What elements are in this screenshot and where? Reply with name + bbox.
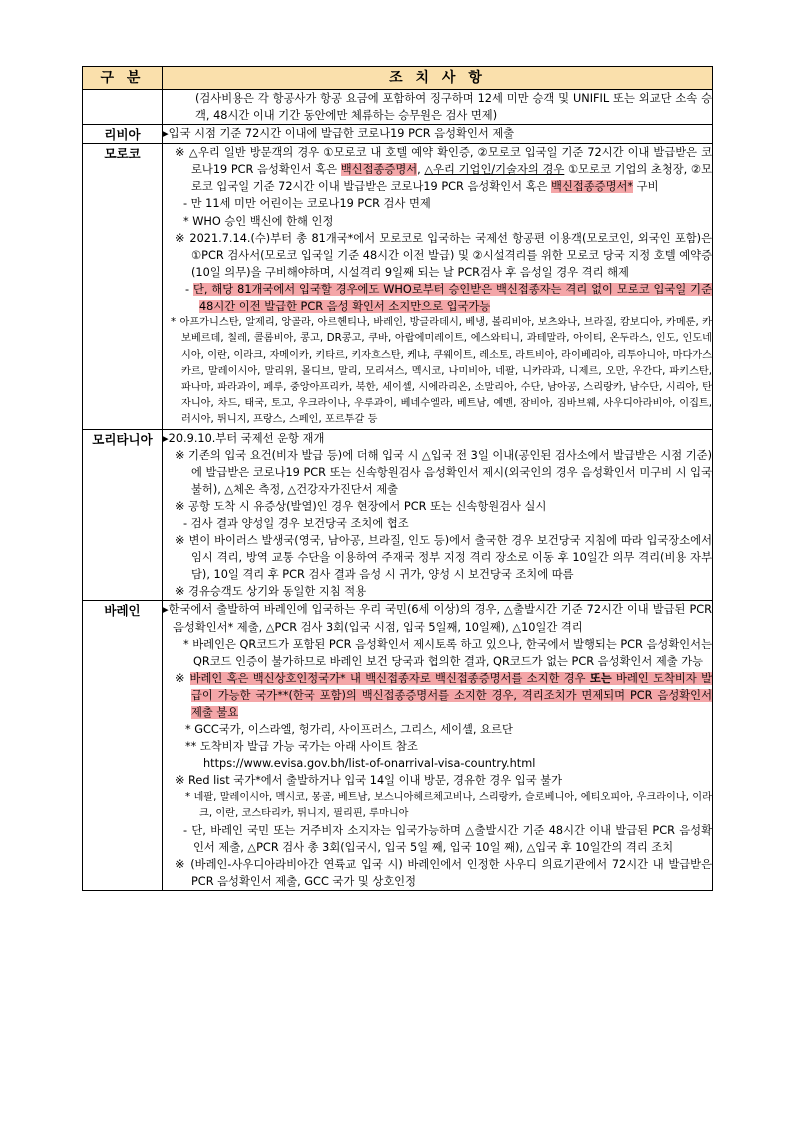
highlight-vaccine-cert-2: 백신접종증명서*: [551, 180, 634, 194]
morocco-note-1: ※ △우리 일반 방문객의 경우 ①모로코 내 호텔 예약 확인증, ②모로코 입국일 기준 72시간 이내 발급받은 코로나19 PCR 음성확인서 혹은 백신접종증명서, △우리 기업인/기술자의 경우 ①모로코 기업의 초청장, ②모로코 입국일 기준 72시간 이내 발급받은 코로나19 PCR 음성확인서 혹은 백신접종증명서* 구비: [175, 146, 712, 194]
underlined-business: △우리 기업인/기술자의 경우: [424, 163, 565, 177]
header-row: [83, 67, 713, 90]
bahrain-body-cell: [163, 601, 713, 891]
bahrain-note-1: ※ 바레인 혹은 백신상호인정국가* 내 백신접종자로 백신접종증명서를 소지한 경우 또는 바레인 도착비자 발급이 가능한 국가**(한국 포함)의 백신접종증명서를 소지한 경우, 격리조치가 면제되며 PCR 음성확인서 제출 불요: [175, 671, 712, 720]
bahrain-dash-1: - 단, 바레인 국민 또는 거주비자 소지자는 입국가능하며 △출발시간 기준 48시간 이내 발급된 PCR 음성확인서 제출, △PCR 검사 총 3회(입국시, 입국 5일 째, 입국 10일 째), △입국 후 10일간의 격리 조치: [183, 823, 712, 855]
bahrain-star-3: ** 도착비자 발급 가능 국가는 아래 사이트 참조: [185, 740, 418, 754]
highlight-vaccine-cert: 백신접종증명서: [340, 163, 418, 177]
continued-name-cell: [83, 90, 163, 125]
bahrain-visa-url: https://www.evisa.gov.bh/list-of-onarrival-visa-country.html: [203, 757, 536, 771]
bahrain-line-1: ▸한국에서 출발하여 바레인에 입국하는 우리 국민(6세 이상)의 경우, △출발시간 기준 72시간 이내 발급된 PCR 음성확인서* 제출, △PCR 검사 3회(입국 시점, 입국 5일째, 10일째), △10일간 격리: [163, 603, 712, 634]
highlight-vaccinated-entry: 단, 해당 81개국에서 입국할 경우에도 WHO로부터 승인받은 백신접종자는 격리 없이 모로코 입국일 기준 48시간 이전 발급한 PCR 음성 확인서 소지만으로 입국가능: [192, 282, 712, 314]
country-name-mauritania: 모리타니아: [83, 429, 163, 601]
row-continued: [83, 90, 713, 125]
bahrain-star-2: * GCC국가, 이스라엘, 헝가리, 사이프러스, 그리스, 세이셸, 요르단: [185, 723, 513, 737]
bahrain-note-2: ※ Red list 국가*에서 출발하거나 입국 14일 이내 방문, 경유한 경우 입국 불가: [175, 774, 563, 788]
continued-body-cell: [163, 90, 713, 125]
continued-text: (검사비용은 각 항공사가 항공 요금에 포함하여 징구하며 12세 미만 승객 및 UNIFIL 또는 외교단 소속 승객, 48시간 이내 기간 동안에만 체류하는 승무원은 검사 면제): [195, 92, 712, 123]
bold-or: 또는: [589, 671, 612, 685]
header-measures: 조 치 사 항: [163, 67, 713, 90]
highlight-exemption-1: 바레인 혹은 백신상호인정국가* 내 백신접종자로 백신접종증명서를 소지한 경우: [189, 671, 590, 685]
libya-line: ▸입국 시점 기준 72시간 이내에 발급한 코로나19 PCR 음성확인서 제출: [163, 127, 515, 141]
row-bahrain: [83, 601, 713, 891]
mauritania-body-cell: [163, 429, 713, 601]
mauritania-note-1: ※ 기존의 입국 요건(비자 발급 등)에 더해 입국 시 △입국 전 3일 이내(공인된 검사소에서 발급받은 시점 기준)에 발급받은 코로나19 PCR 또는 신속항원검사 음성확인서 제시(외국인의 경우 음성확인서 미구비 시 입국 불허), △체온 측정, △건강자가진단서 제출: [175, 448, 712, 496]
row-libya: [83, 125, 713, 144]
mauritania-note-4: ※ 경유승객도 상기와 동일한 지침 적용: [175, 585, 367, 599]
country-name-bahrain: 바레인: [83, 601, 163, 891]
measures-table: [82, 66, 713, 891]
mauritania-note-2: ※ 공항 도착 시 유증상(발열)인 경우 현장에서 PCR 또는 신속항원검사 실시: [175, 499, 547, 513]
mauritania-line-1: ▸20.9.10.부터 국제선 운항 재개: [163, 431, 325, 445]
header-category: 구 분: [83, 67, 163, 90]
row-mauritania: [83, 429, 713, 601]
bahrain-red-list: * 네팔, 말레이시아, 멕시코, 몽골, 베트남, 보스니아헤르체고비나, 스리랑카, 슬로베니아, 에티오피아, 우크라이나, 이라크, 이란, 코스타리카, 튀니지, 필리핀, 루마니아: [185, 791, 712, 819]
row-morocco: [83, 144, 713, 429]
country-name-libya: 리비아: [83, 125, 163, 144]
mauritania-note-3: ※ 변이 바이러스 발생국(영국, 남아공, 브라질, 인도 등)에서 출국한 경우 보건당국 지침에 따라 입국장소에서 임시 격리, 방역 교통 수단을 이용하여 주재국 정부 지정 격리 장소로 이동 후 10일간 의무 격리(비용 자부담), 10일 격리 후 PCR 검사 결과 음성 시 귀가, 양성 시 보건당국 조치에 따름: [175, 534, 712, 582]
mauritania-dash-1: - 검사 결과 양성일 경우 보건당국 조치에 협조: [183, 517, 409, 531]
country-name-morocco: 모로코: [83, 144, 163, 429]
morocco-body-cell: [163, 144, 713, 429]
bahrain-note-3: ※ (바레인-사우디아라비아간 연륙교 입국 시) 바레인에서 인정한 사우디 의료기관에서 72시간 내 발급받은 PCR 음성확인서 제출, GCC 국가 및 상호인정: [175, 858, 712, 889]
bahrain-star-1: * 바레인은 QR코드가 포함된 PCR 음성확인서 제시토록 하고 있으나, 한국에서 발행되는 PCR 음성확인서는 QR코드 인증이 불가하므로 바레인 보건 당국과 협의한 결과, QR코드가 없는 PCR 음성확인서 제출 가능: [183, 637, 712, 668]
morocco-country-list: * 아프가니스탄, 알제리, 앙골라, 아르헨티나, 바레인, 방글라데시, 베냉, 볼리비아, 보츠와나, 브라질, 캄보디아, 카메룬, 카보베르데, 칠레, 콜롬비아, 콩고, DR콩고, 쿠바, 아랍에미레이트, 에스와티니, 과테말라, 아이티, 온두라스, 인도, 인도네시아, 이란, 이라크, 자메이카, 키타르, 키자흐스탄, 케냐, 쿠웨이트, 레소토, 라트비아, 라이베리아, 리투아니아, 마다가스카르, 말레이시아, 말리위, 몰디브, 말리, 모리셔스, 멕시코, 나미비아, 네팔, 니카라과, 니제르, 오만, 우간다, 파키스탄, 파나마, 파라과이, 페루, 중앙아프리카, 북한, 세이셸, 시에라리온, 소말리아, 수단, 남아공, 스리랑카, 남수단, 시리아, 탄자니아, 차드, 태국, 토고, 우크라이나, 우루과이, 베네수엘라, 베트남, 예멘, 잠비아, 짐바브웨, 사우디아라비아, 이집트, 러시아, 튀니지, 프랑스, 스페인, 포르투갈 등: [171, 317, 712, 426]
morocco-dash-2: - 단, 해당 81개국에서 입국할 경우에도 WHO로부터 승인받은 백신접종자는 격리 없이 모로코 입국일 기준 48시간 이전 발급한 PCR 음성 확인서 소지만으로 입국가능: [185, 282, 712, 314]
morocco-star-1: * WHO 승인 백신에 한해 인정: [183, 214, 334, 228]
highlight-exemption-2: 바레인 도착비자 발급이 가능한 국가**(한국 포함)의 백신접종증명서를 소지한 경우, 격리조치가 면제되며 PCR 음성확인서 제출 불요: [191, 671, 712, 720]
libya-body-cell: [163, 125, 713, 144]
morocco-note-2: ※ 2021.7.14.(수)부터 총 81개국*에서 모로코로 입국하는 국제선 항공편 이용객(모로코인, 외국인 포함)은 ①PCR 검사서(모로코 입국일 기준 48시간 이전 발급) 및 ②시설격리를 위한 모로코 당국 지정 호텔 예약증(10일 의무)을 구비해야하며, 시설격리 9일째 되는 날 PCR검사 후 음성일 경우 격리 해제: [175, 231, 712, 279]
morocco-dash-1: - 만 11세 미만 어린이는 코로나19 PCR 검사 면제: [183, 197, 431, 211]
